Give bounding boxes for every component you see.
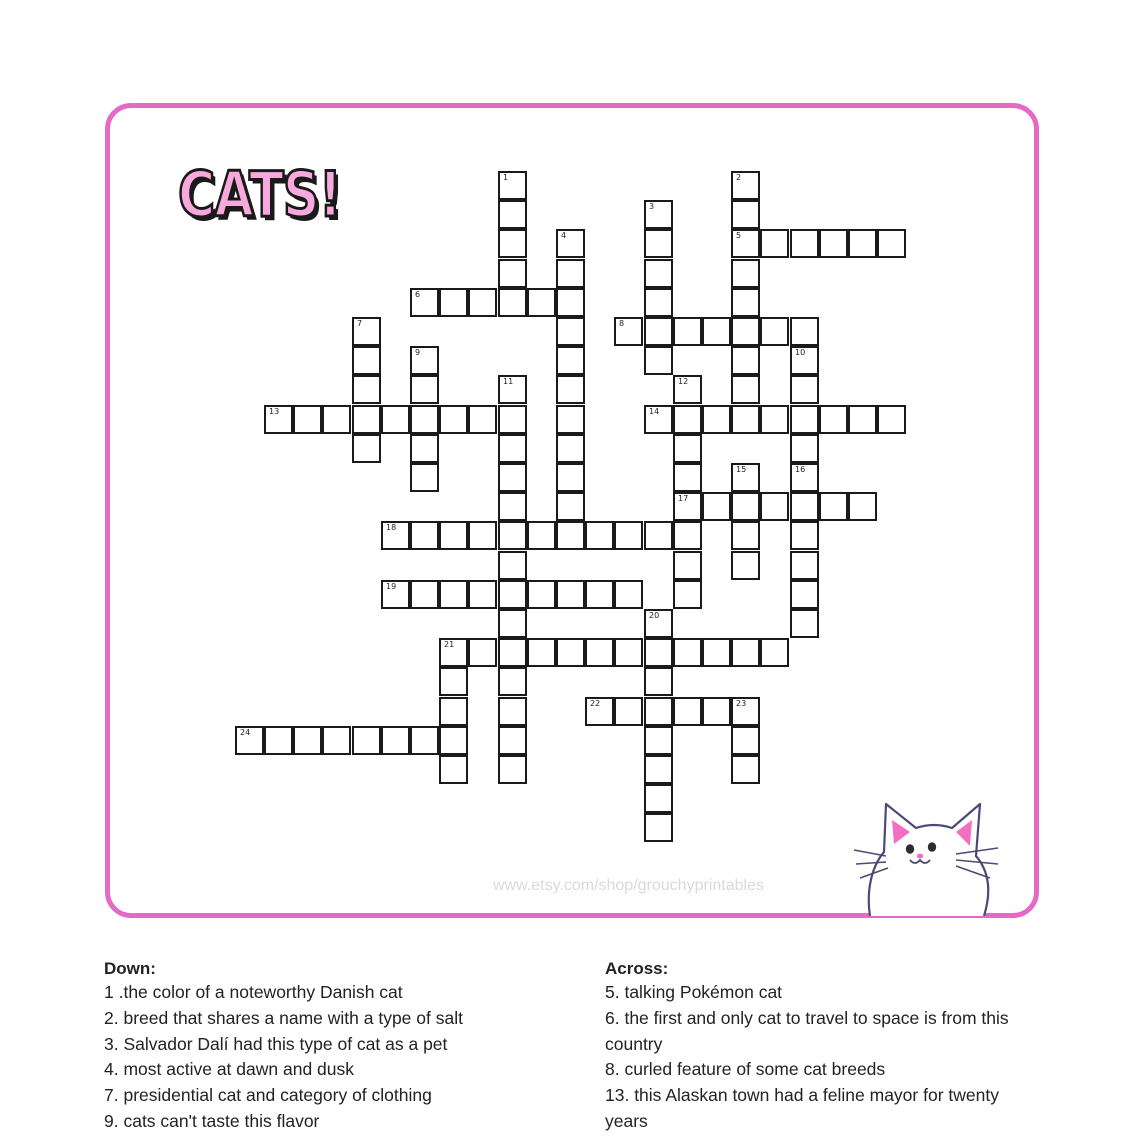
crossword-cell[interactable] xyxy=(702,317,731,346)
crossword-cell[interactable] xyxy=(848,492,877,521)
crossword-cell[interactable] xyxy=(556,463,585,492)
crossword-cell[interactable] xyxy=(527,288,556,317)
crossword-cell[interactable] xyxy=(498,405,527,434)
clue-number: 11 xyxy=(503,377,514,386)
crossword-cell[interactable] xyxy=(614,638,643,667)
crossword-cell[interactable] xyxy=(673,638,702,667)
crossword-cell[interactable] xyxy=(760,405,789,434)
crossword-cell[interactable] xyxy=(322,405,351,434)
clue-number: 22 xyxy=(590,699,601,708)
crossword-cell[interactable] xyxy=(410,288,439,317)
crossword-cell[interactable] xyxy=(848,229,877,258)
crossword-cell[interactable] xyxy=(439,638,468,667)
crossword-cell[interactable] xyxy=(439,755,468,784)
crossword-cell[interactable] xyxy=(527,521,556,550)
crossword-cell[interactable] xyxy=(439,521,468,550)
down-clue: 4. most active at dawn and dusk xyxy=(104,1059,354,1080)
crossword-cell[interactable] xyxy=(293,726,322,755)
crossword-cell[interactable] xyxy=(673,521,702,550)
clue-number: 3 xyxy=(649,202,655,211)
crossword-cell[interactable] xyxy=(731,755,760,784)
crossword-cell[interactable] xyxy=(731,346,760,375)
crossword-cell[interactable] xyxy=(352,375,381,404)
crossword-cell[interactable] xyxy=(498,755,527,784)
across-clue: 5. talking Pokémon cat xyxy=(605,982,783,1002)
crossword-cell[interactable] xyxy=(498,259,527,288)
crossword-cell[interactable] xyxy=(731,200,760,229)
crossword-cell[interactable] xyxy=(790,317,819,346)
crossword-cell[interactable] xyxy=(527,580,556,609)
crossword-cell[interactable] xyxy=(790,346,819,375)
crossword-cell[interactable] xyxy=(760,492,789,521)
crossword-cell[interactable] xyxy=(527,638,556,667)
crossword-cell[interactable] xyxy=(556,346,585,375)
down-heading: Down: xyxy=(104,959,156,978)
crossword-cell[interactable] xyxy=(439,288,468,317)
crossword-cell[interactable] xyxy=(731,463,760,492)
crossword-cell[interactable] xyxy=(673,697,702,726)
crossword-cell[interactable] xyxy=(731,405,760,434)
crossword-cell[interactable] xyxy=(498,580,527,609)
crossword-cell[interactable] xyxy=(556,638,585,667)
crossword-cell[interactable] xyxy=(468,580,497,609)
crossword-cell[interactable] xyxy=(644,755,673,784)
crossword-cell[interactable] xyxy=(556,317,585,346)
crossword-cell[interactable] xyxy=(644,784,673,813)
crossword-cell[interactable] xyxy=(235,726,264,755)
crossword-cell[interactable] xyxy=(352,346,381,375)
crossword-cell[interactable] xyxy=(556,492,585,521)
crossword-cell[interactable] xyxy=(644,521,673,550)
crossword-cell[interactable] xyxy=(352,405,381,434)
crossword-cell[interactable] xyxy=(731,551,760,580)
crossword-cell[interactable] xyxy=(556,580,585,609)
crossword-cell[interactable] xyxy=(644,405,673,434)
clue-number: 20 xyxy=(649,611,660,620)
crossword-cell[interactable] xyxy=(644,200,673,229)
down-clue: 9. cats can't taste this flavor xyxy=(104,1110,320,1131)
across-clues xyxy=(605,958,1045,1135)
across-clue: 6. the first and only cat to travel to space is from this country xyxy=(605,1007,1009,1054)
clue-number: 21 xyxy=(444,640,455,649)
clue-number: 8 xyxy=(619,319,625,328)
crossword-cell[interactable] xyxy=(760,638,789,667)
crossword-cell[interactable] xyxy=(264,726,293,755)
crossword-cell[interactable] xyxy=(468,288,497,317)
crossword-cell[interactable] xyxy=(644,697,673,726)
crossword-cell[interactable] xyxy=(790,492,819,521)
crossword-cell[interactable] xyxy=(352,726,381,755)
cat-nose xyxy=(917,854,923,859)
crossword-cell[interactable] xyxy=(498,200,527,229)
down-clue: 7. presidential cat and category of clothing xyxy=(104,1085,432,1106)
crossword-cell[interactable] xyxy=(498,492,527,521)
crossword-cell[interactable] xyxy=(644,259,673,288)
crossword-cell[interactable] xyxy=(585,580,614,609)
clue-number: 24 xyxy=(240,728,251,737)
crossword-cell[interactable] xyxy=(381,726,410,755)
across-clue: 13. this Alaskan town had a feline mayor for twenty years xyxy=(605,1085,999,1131)
cat-outline xyxy=(869,804,988,916)
crossword-cell[interactable] xyxy=(439,726,468,755)
crossword-cell[interactable] xyxy=(731,317,760,346)
down-clues xyxy=(104,958,574,1135)
crossword-cell[interactable] xyxy=(731,259,760,288)
crossword-cell[interactable] xyxy=(673,434,702,463)
crossword-cell[interactable] xyxy=(673,580,702,609)
crossword-cell[interactable] xyxy=(556,229,585,258)
crossword-cell[interactable] xyxy=(790,229,819,258)
clue-number: 6 xyxy=(415,290,421,299)
crossword-cell[interactable] xyxy=(790,551,819,580)
crossword-cell[interactable] xyxy=(381,580,410,609)
crossword-cell[interactable] xyxy=(731,492,760,521)
crossword-cell[interactable] xyxy=(498,638,527,667)
crossword-cell[interactable] xyxy=(439,667,468,696)
clue-number: 13 xyxy=(269,407,280,416)
cat-face-icon xyxy=(852,798,1002,916)
crossword-cell[interactable] xyxy=(498,667,527,696)
crossword-cell[interactable] xyxy=(819,229,848,258)
crossword-cell[interactable] xyxy=(498,463,527,492)
crossword-cell[interactable] xyxy=(410,521,439,550)
crossword-cell[interactable] xyxy=(556,375,585,404)
crossword-cell[interactable] xyxy=(644,609,673,638)
crossword-cell[interactable] xyxy=(498,434,527,463)
crossword-cell[interactable] xyxy=(498,521,527,550)
crossword-cell[interactable] xyxy=(410,463,439,492)
crossword-cell[interactable] xyxy=(556,434,585,463)
crossword-cell[interactable] xyxy=(731,726,760,755)
crossword-cell[interactable] xyxy=(731,521,760,550)
crossword-cell[interactable] xyxy=(644,317,673,346)
clue-number: 16 xyxy=(795,465,806,474)
crossword-cell[interactable] xyxy=(498,697,527,726)
crossword-cell[interactable] xyxy=(702,638,731,667)
puzzle-title: CATS! xyxy=(178,158,342,231)
crossword-cell[interactable] xyxy=(498,288,527,317)
crossword-cell[interactable] xyxy=(498,375,527,404)
crossword-cell[interactable] xyxy=(556,288,585,317)
crossword-cell[interactable] xyxy=(381,521,410,550)
crossword-cell[interactable] xyxy=(293,405,322,434)
crossword-cell[interactable] xyxy=(731,375,760,404)
crossword-cell[interactable] xyxy=(439,580,468,609)
crossword-cell[interactable] xyxy=(585,697,614,726)
crossword-cell[interactable] xyxy=(468,405,497,434)
crossword-cell[interactable] xyxy=(673,551,702,580)
crossword-cell[interactable] xyxy=(614,317,643,346)
crossword-cell[interactable] xyxy=(731,638,760,667)
crossword-cell[interactable] xyxy=(439,697,468,726)
crossword-cell[interactable] xyxy=(556,405,585,434)
crossword-cell[interactable] xyxy=(790,434,819,463)
crossword-cell[interactable] xyxy=(790,375,819,404)
crossword-cell[interactable] xyxy=(264,405,293,434)
crossword-cell[interactable] xyxy=(790,609,819,638)
crossword-cell[interactable] xyxy=(790,580,819,609)
crossword-cell[interactable] xyxy=(644,667,673,696)
clue-number: 19 xyxy=(386,582,397,591)
crossword-cell[interactable] xyxy=(673,375,702,404)
across-heading: Across: xyxy=(605,959,669,978)
crossword-cell[interactable] xyxy=(673,405,702,434)
crossword-cell[interactable] xyxy=(585,521,614,550)
crossword-cell[interactable] xyxy=(410,580,439,609)
crossword-cell[interactable] xyxy=(585,638,614,667)
crossword-cell[interactable] xyxy=(760,317,789,346)
crossword-cell[interactable] xyxy=(410,434,439,463)
crossword-cell[interactable] xyxy=(322,726,351,755)
crossword-cell[interactable] xyxy=(673,463,702,492)
clue-number: 23 xyxy=(736,699,747,708)
crossword-cell[interactable] xyxy=(556,521,585,550)
clue-number: 18 xyxy=(386,523,397,532)
clue-number: 1 xyxy=(503,173,509,182)
crossword-cell[interactable] xyxy=(410,405,439,434)
clue-number: 4 xyxy=(561,231,567,240)
crossword-cell[interactable] xyxy=(352,434,381,463)
crossword-cell[interactable] xyxy=(877,229,906,258)
crossword-cell[interactable] xyxy=(498,229,527,258)
crossword-cell[interactable] xyxy=(468,521,497,550)
crossword-cell[interactable] xyxy=(644,726,673,755)
crossword-cell[interactable] xyxy=(498,609,527,638)
crossword-cell[interactable] xyxy=(731,697,760,726)
crossword-cell[interactable] xyxy=(848,405,877,434)
crossword-cell[interactable] xyxy=(644,346,673,375)
crossword-cell[interactable] xyxy=(673,492,702,521)
crossword-cell[interactable] xyxy=(877,405,906,434)
crossword-cell[interactable] xyxy=(731,229,760,258)
crossword-cell[interactable] xyxy=(673,317,702,346)
crossword-cell[interactable] xyxy=(352,317,381,346)
across-clue: 8. curled feature of some cat breeds xyxy=(605,1059,886,1080)
crossword-cell[interactable] xyxy=(498,726,527,755)
crossword-cell[interactable] xyxy=(614,697,643,726)
clue-number: 17 xyxy=(678,494,689,503)
clue-number: 9 xyxy=(415,348,421,357)
crossword-cell[interactable] xyxy=(644,638,673,667)
clue-number: 2 xyxy=(736,173,742,182)
down-clue: 3. Salvador Dalí had this type of cat as a pet xyxy=(104,1033,448,1054)
crossword-cell[interactable] xyxy=(819,492,848,521)
crossword-cell[interactable] xyxy=(702,697,731,726)
cat-left-eye xyxy=(906,844,914,854)
crossword-cell[interactable] xyxy=(381,405,410,434)
crossword-cell[interactable] xyxy=(731,288,760,317)
crossword-cell[interactable] xyxy=(410,375,439,404)
crossword-cell[interactable] xyxy=(790,405,819,434)
crossword-cell[interactable] xyxy=(760,229,789,258)
clue-number: 12 xyxy=(678,377,689,386)
cat-right-eye xyxy=(928,842,936,852)
crossword-cell[interactable] xyxy=(644,288,673,317)
crossword-cell[interactable] xyxy=(702,492,731,521)
down-clue: 1 .the color of a noteworthy Danish cat xyxy=(104,982,403,1002)
crossword-cell[interactable] xyxy=(410,726,439,755)
clue-number: 5 xyxy=(736,231,742,240)
crossword-cell[interactable] xyxy=(614,521,643,550)
clue-number: 14 xyxy=(649,407,660,416)
crossword-cell[interactable] xyxy=(614,580,643,609)
crossword-cell[interactable] xyxy=(410,346,439,375)
crossword-cell[interactable] xyxy=(556,259,585,288)
crossword-cell[interactable] xyxy=(790,521,819,550)
watermark-url: www.etsy.com/shop/grouchyprintables xyxy=(493,877,764,894)
clue-number: 10 xyxy=(795,348,806,357)
crossword-cell[interactable] xyxy=(439,405,468,434)
crossword-cell[interactable] xyxy=(644,229,673,258)
down-clue: 2. breed that shares a name with a type of salt xyxy=(104,1007,463,1028)
crossword-cell[interactable] xyxy=(731,171,760,200)
crossword-cell[interactable] xyxy=(468,638,497,667)
crossword-cell[interactable] xyxy=(702,405,731,434)
crossword-cell[interactable] xyxy=(498,171,527,200)
crossword-cell[interactable] xyxy=(498,551,527,580)
clue-number: 7 xyxy=(357,319,363,328)
clue-number: 15 xyxy=(736,465,747,474)
crossword-cell[interactable] xyxy=(819,405,848,434)
crossword-cell[interactable] xyxy=(644,813,673,842)
crossword-cell[interactable] xyxy=(790,463,819,492)
